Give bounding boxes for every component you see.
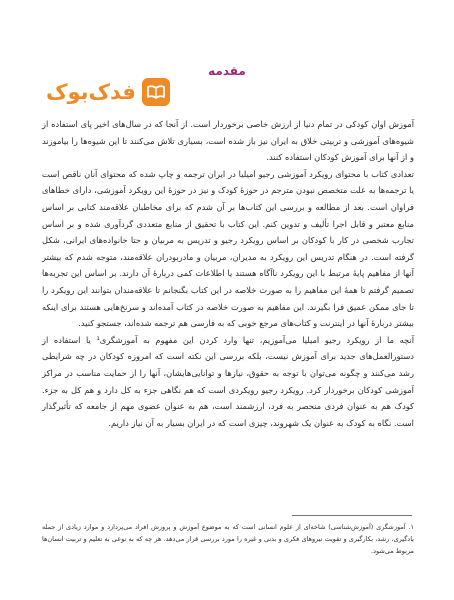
- footnote: ۱. آموزشگری (آموزش‌شناسی) شاخه‌ای از علوم انسانی است که به موضوع آموزش و پرورش افراد می‌پردازد و موارد زیادی از جمله یادگیری، رشد، بکارگیری و تقویت نیروهای فکری و بدنی و غیره را مورد بررسی قرار می‌دهد. هر چه که به نوعی به تعلیم و تربیت انسان‌ها مربوط می‌شود.: [42, 523, 414, 555]
- paragraph-2: تعدادی کتاب با محتوای رویکرد آموزشی رجیو امیلیا در ایران ترجمه و چاپ شده که محتوای آنان ناقص است یا ترجمه‌ها به علت متخصص نبودن مترجم در حوزهٔ کودک و نیز در حوزهٔ این رویکرد آموزشی، دارای خطاهای فراوان است. بعد از مطالعه و بررسی این کتاب‌ها بر آن شدم که برای مخاطبان علاقه‌مند کتابی بر اساس منابع معتبر و قابل اجرا تألیف و تدوین کنم. این کتاب با تحقیق از منابع متعددی گردآوری شده و بر اساس تجارب شخصی در کار با کودکان بر اساس رویکرد رجیو و تدریس به مربیان و حتا خانواده‌های ایرانی، شکل گرفته است. در هنگام تدریس این رویکرد به مدیران، مربیان و مادربودران علاقه‌مند، متوجه شدم که بیشتر آنها از مفاهیم پایهٔ مرتبط با این رویکرد ناآگاه هستند یا اطلاعات کمی دربارهٔ آن دارند. بر اساس این تجربه‌ها تصمیم گرفتم تا همهٔ این مفاهیم را به صورت خلاصه در این کتاب بگنجانم تا علاقه‌مندان بتوانند این رویکرد را تا جای ممکن عمیق فرا بگیرند. این مفاهیم به صورت خلاصه در کتاب آمده‌اند و سرنخ‌هایی هستند برای اینکه بیشتر دربارهٔ آنها در اینترنت و کتاب‌های مرجع خوبی که به فارسی هم ترجمه شده‌اند، جستجو کنید.: [42, 168, 414, 329]
- paragraph-3: آنچه ما از رویکرد رجیو امیلیا می‌آموزیم، تنها وارد کردن این مفهوم به آموزشگری¹ یا استفاده از دستورالعمل‌های جدید برای آموزش نیست، بلکه بررسی این نکته است که امروزه کودکان در چه شرایطی رشد می‌کنند و چگونه می‌توان با توجه به حقوق، نیازها و توانایی‌هایشان، آنها را از حمایت مناسب در مراکز آموزشی کودکان برخوردار کرد. رویکرد رجیو رویکردی است که هم نگاهی جزء به کل دارد و هم کل به جزء. کودک هم به عنوان فردی منحصر به فرد، ارزشمند است، هم به عنوان عضوی مهم از جامعه که تأثیرگذار است. نگاه به کودک به عنوان یک شهروند، چیزی است که در ایران بسیار به آن نیاز داریم.: [42, 334, 415, 428]
- page-heading: مقدمه: [208, 64, 246, 78]
- footnote-divider: [292, 515, 412, 516]
- open-book-icon: [142, 78, 170, 106]
- publisher-logo-text: فدک‌بوک: [46, 80, 136, 104]
- body-text: [42, 116, 414, 431]
- paragraph-1: آموزش اوان کودکی در تمام دنیا از ارزش خاصی برخوردار است. از آنجا که در سال‌های اخیر پای استفاده از شیوه‌های آموزشی و تربیتی خلاق به ایران نیز باز شده است، بسیاری تلاش می‌کنند تا این شیوه‌ها را بیاموزند و از آنها برای آموزش کودکان استفاده کنند.: [42, 119, 414, 163]
- publisher-logo: [46, 78, 170, 106]
